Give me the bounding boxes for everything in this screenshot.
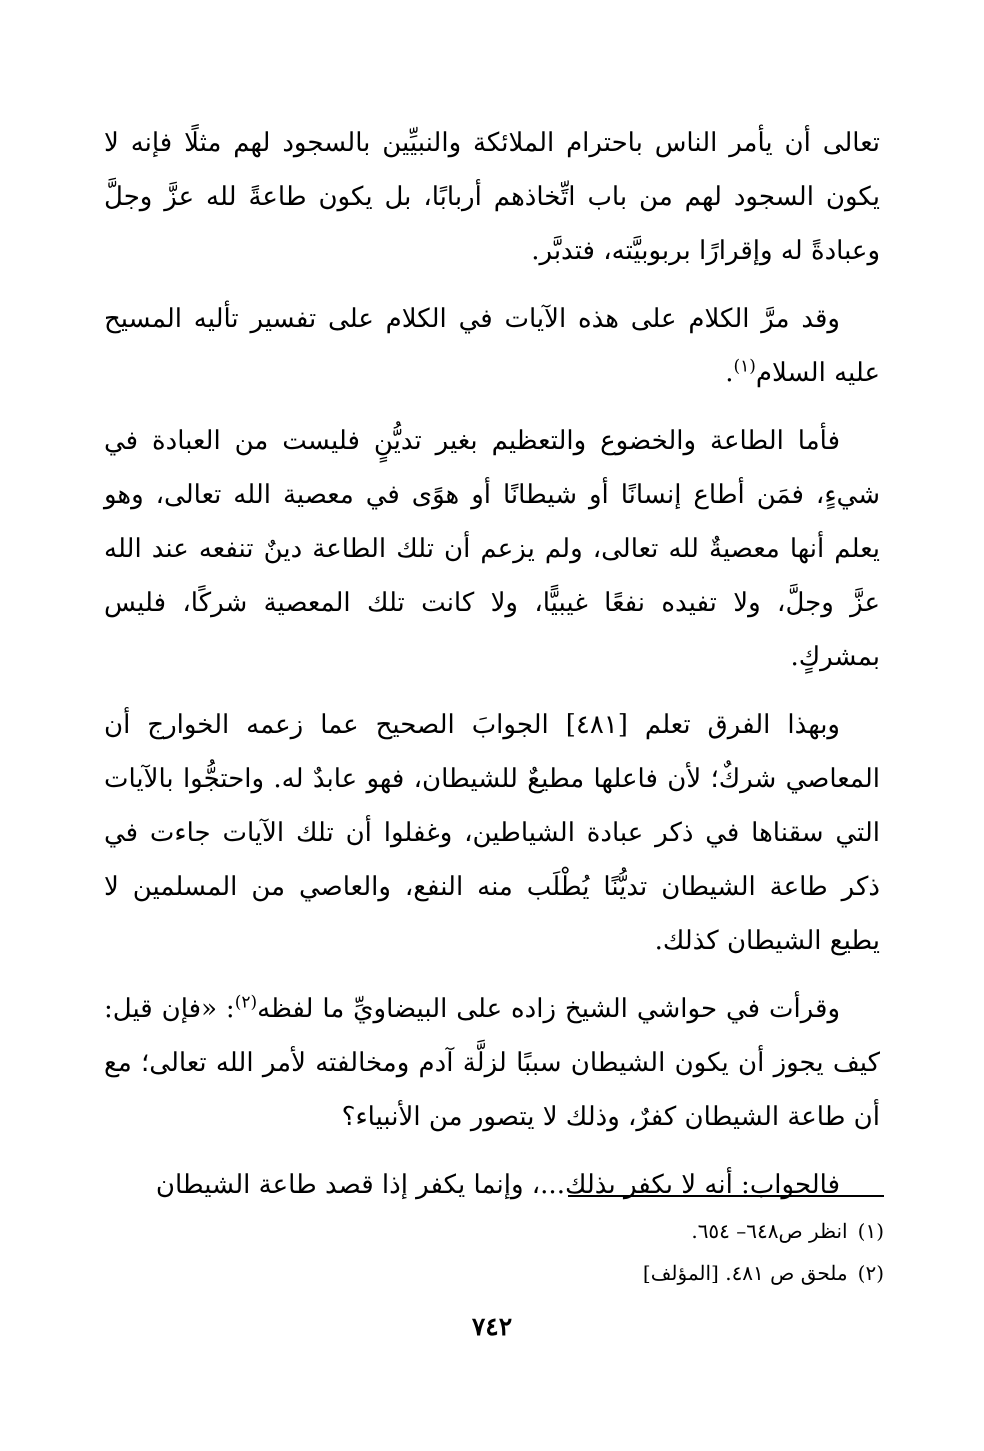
footnote-1-number: (١) xyxy=(857,1219,884,1243)
paragraph-6 xyxy=(104,1158,880,1212)
paragraph-4 xyxy=(104,698,880,968)
footnote-1 xyxy=(500,1210,884,1252)
footnote-ref-2[interactable]: (٢) xyxy=(234,992,258,1013)
footnote-2-number: (٢) xyxy=(857,1261,884,1285)
paragraph-2 xyxy=(104,292,880,400)
main-text xyxy=(104,116,880,1226)
paragraph-6-text: فالجواب: أنه لا يكفر بذلك...، وإنما يكفر إذا قصد طاعة الشيطان xyxy=(155,1170,840,1200)
paragraph-3-text: فأما الطاعة والخضوع والتعظيم بغير تديُّنٍ فليست من العبادة في شيءٍ، فمَن أطاع إنسانًا أو شيطانًا أو هوًى في معصية الله تعالى، وهو يعلم أنها معصيةٌ لله تعالى، ولم يزعم أن تلك الطاعة دينٌ تنفعه عند الله عزَّ وجلَّ، ولا تفيده نفعًا غيبيًّا، ولا كانت تلك المعصية شركًا، فليس بمشركٍ. xyxy=(104,426,881,672)
footnote-2 xyxy=(500,1252,884,1294)
paragraph-5-tail: : «فإن قيل: كيف يجوز أن يكون الشيطان سببًا لزلَّة آدم ومخالفته لأمر الله تعالى؛ مع أن طاعة الشيطان كفرٌ، وذلك لا يتصور من الأنبياء؟ xyxy=(104,994,880,1132)
paragraph-2-text: وقد مرَّ الكلام على هذه الآيات في الكلام على تفسير تأليه المسيح عليه السلام xyxy=(104,304,880,388)
page-number: ٧٤٢ xyxy=(471,1312,513,1341)
footnote-1-text: انظر ص٦٤٨– ٦٥٤. xyxy=(691,1219,848,1243)
paragraph-1 xyxy=(104,116,880,278)
footnote-separator xyxy=(568,1195,884,1197)
paragraph-2-tail: . xyxy=(725,358,734,388)
paragraph-5-text: وقرأت في حواشي الشيخ زاده على البيضاويِّ ما لفظه xyxy=(257,994,840,1024)
paragraph-1-text: تعالى أن يأمر الناس باحترام الملائكة والنبيِّين بالسجود لهم مثلًا فإنه لا يكون السجود لهم من باب اتِّخاذهم أربابًا، بل يكون طاعةً لله عزَّ وجلَّ وعبادةً له وإقرارًا بربوبيَّته، فتدبَّر. xyxy=(104,128,880,266)
footnote-ref-1[interactable]: (١) xyxy=(733,356,756,377)
paragraph-5 xyxy=(104,982,880,1144)
footnotes xyxy=(500,1210,884,1294)
paragraph-3 xyxy=(104,414,880,684)
paragraph-4-text: وبهذا الفرق تعلم [٤٨١] الجوابَ الصحيح عما زعمه الخوارج أن المعاصي شركٌ؛ لأن فاعلها مطيعٌ للشيطان، فهو عابدٌ له. واحتجُّوا بالآيات التي سقناها في ذكر عبادة الشياطين، وغفلوا أن تلك الآيات جاءت في ذكر طاعة الشيطان تديُّنًا يُطْلَب منه النفع، والعاصي من المسلمين لا يطيع الشيطان كذلك. xyxy=(104,710,880,956)
footnote-2-text: ملحق ص ٤٨١. [المؤلف] xyxy=(642,1261,848,1285)
